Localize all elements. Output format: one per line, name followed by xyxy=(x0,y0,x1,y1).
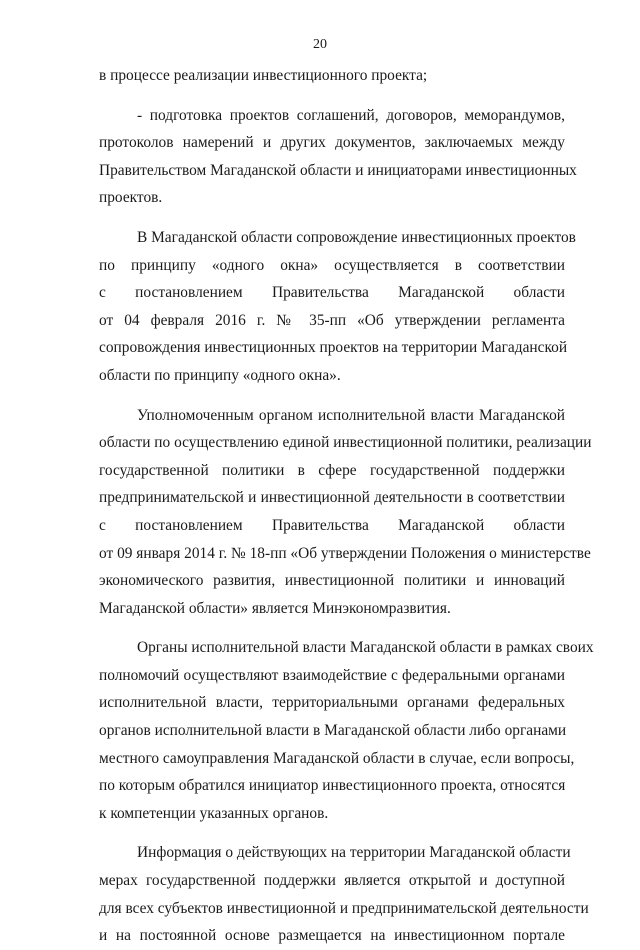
text-line: мерах государственной поддержки является открытой и доступной xyxy=(99,872,565,890)
text-line: местного самоуправления Магаданской области в случае, если вопросы, xyxy=(99,749,575,767)
body-text xyxy=(99,62,594,950)
text-line: Правительством Магаданской области и инициаторами инвестиционных xyxy=(99,161,577,179)
text-line: Информация о действующих на территории Магаданской области xyxy=(137,844,571,862)
paragraph xyxy=(99,839,589,949)
text-line: В Магаданской области сопровождение инвестиционных проектов xyxy=(137,228,576,246)
text-line: в процессе реализации инвестиционного проекта; xyxy=(99,67,428,84)
text-line: по которым обратился инициатор инвестиционного проекта, относятся xyxy=(99,777,566,795)
text-line: экономического развития, инвестиционной политики и инноваций xyxy=(99,572,565,590)
paragraph xyxy=(99,102,577,212)
text-line: проектов. xyxy=(99,189,163,207)
paragraph-gap xyxy=(99,827,565,839)
paragraph-gap xyxy=(99,622,565,634)
text-line: сопровождения инвестиционных проектов на территории Магаданской xyxy=(99,339,568,357)
paragraph xyxy=(99,224,576,390)
page-number: 20 xyxy=(313,37,327,52)
text-line: с постановлением Правительства Магаданской области xyxy=(99,284,565,302)
text-line: по принципу «одного окна» осуществляется в соответствии xyxy=(99,256,565,274)
paragraph xyxy=(99,402,592,623)
text-line: государственной политики в сфере государственной поддержки xyxy=(99,461,565,479)
text-line: области по осуществлению единой инвестиционной политики, реализации xyxy=(99,434,592,452)
text-line: органов исполнительной власти в Магаданской области либо органами xyxy=(99,722,567,740)
paragraph-gap xyxy=(99,390,565,402)
text-line: - подготовка проектов соглашений, договоров, меморандумов, xyxy=(137,106,565,124)
text-line: области по принципу «одного окна». xyxy=(99,366,341,384)
paragraph-gap xyxy=(99,212,565,224)
text-line: протоколов намерений и других документов, заключаемых между xyxy=(99,134,565,152)
text-line: и на постоянной основе размещается на инвестиционном портале xyxy=(99,927,565,945)
text-line: к компетенции указанных органов. xyxy=(99,804,329,822)
text-line: для всех субъектов инвестиционной и предпринимательской деятельности xyxy=(99,899,589,917)
text-line: от 04 февраля 2016 г. № 35-пп «Об утверждении регламента xyxy=(99,311,565,329)
text-line: от 09 января 2014 г. № 18-пп «Об утверждении Положения о министерстве xyxy=(99,544,591,562)
text-line: полномочий осуществляют взаимодействие с федеральными органами xyxy=(99,666,565,684)
paragraph xyxy=(99,62,565,90)
text-line: Уполномоченным органом исполнительной власти Магаданской xyxy=(137,406,565,424)
paragraph-gap xyxy=(99,90,565,102)
text-line: Органы исполнительной власти Магаданской области в рамках своих xyxy=(137,639,594,657)
paragraph xyxy=(99,634,594,827)
text-line: исполнительной власти, территориальными органами федеральных xyxy=(99,694,565,712)
text-line: Магаданской области» является Минэкономразвития. xyxy=(99,599,451,617)
text-line: с постановлением Правительства Магаданской области xyxy=(99,516,565,534)
text-line: предпринимательской и инвестиционной деятельности в соответствии xyxy=(99,489,565,507)
